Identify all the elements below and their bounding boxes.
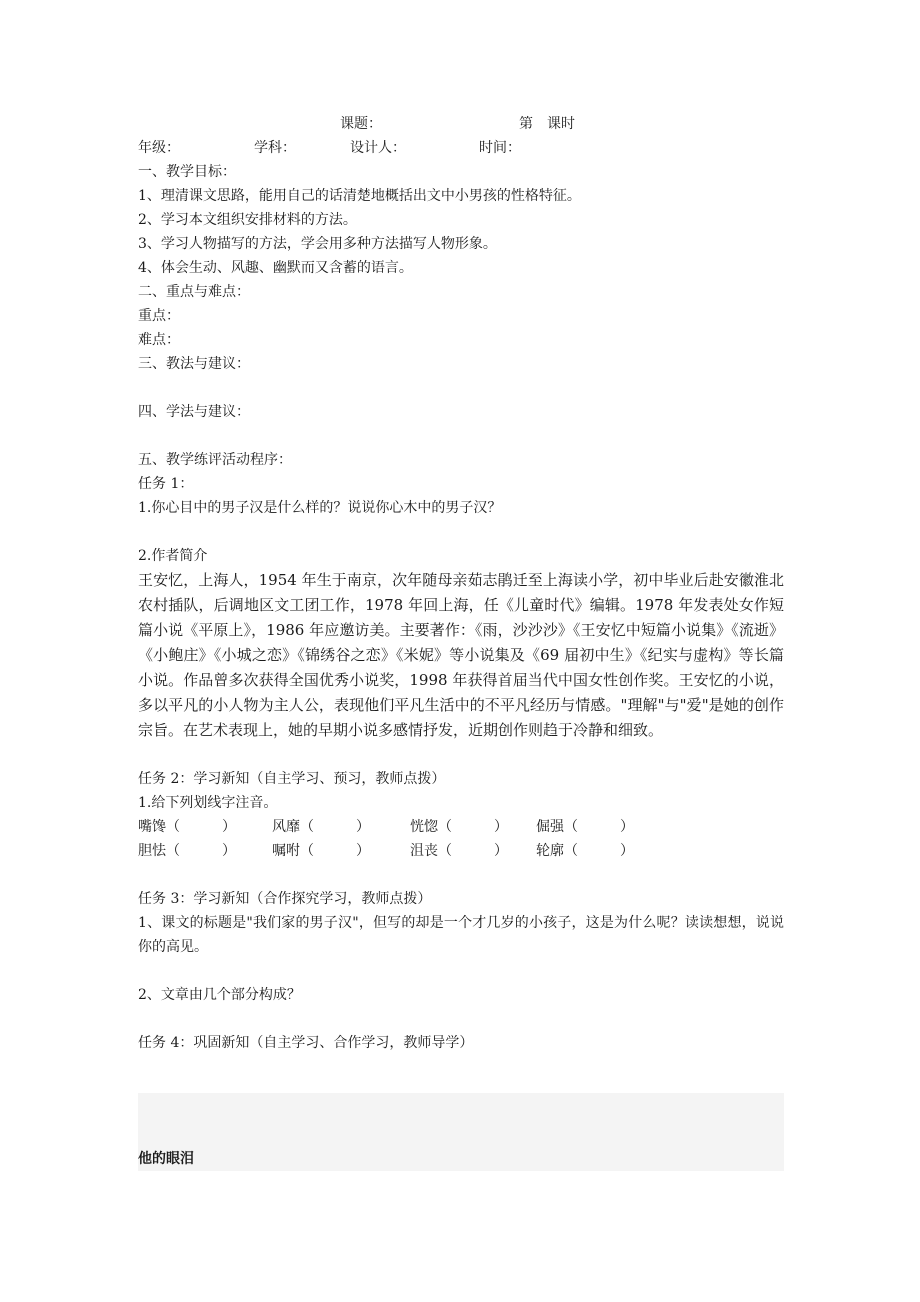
- header-row-1: [138, 112, 784, 136]
- task4-label: 任务 4：巩固新知（自主学习、合作学习，教师导学）: [138, 1035, 474, 1051]
- difficulty-label: 难点：: [138, 332, 180, 348]
- task3-question-1: 1、课文的标题是"我们家的男子汉"，但写的却是一个才几岁的小孩子，这是为什么呢？读读想想，说说你的高见。: [138, 915, 784, 955]
- pinyin-row-2: [138, 839, 784, 863]
- goal-item: 4、体会生动、风趣、幽默而又含蓄的语言。: [138, 260, 413, 276]
- task3-question-2: 2、文章由几个部分构成？: [138, 987, 301, 1003]
- subject-label: 学科：: [254, 140, 296, 156]
- reading-title: 他的眼泪: [138, 1151, 194, 1167]
- pinyin-row-1: [138, 815, 784, 839]
- task2-label: 任务 2：学习新知（自主学习、预习，教师点拨）: [138, 771, 446, 787]
- pinyin-item: 倔强（ ）: [536, 819, 634, 835]
- pinyin-item: 恍惚（ ）: [410, 819, 508, 835]
- header-row-2: [138, 136, 784, 160]
- task1-question-2: 2.作者简介: [138, 548, 208, 564]
- time-label: 时间：: [479, 140, 521, 156]
- author-bio: 王安忆，上海人，1954 年生于南京，次年随母亲茹志鹃迁至上海读小学，初中毕业后赴安徽淮北农村插队，后调地区文工团工作，1978 年回上海，任《儿童时代》编辑。1978 年发表处女作短篇小说《平原上》，1986 年应邀访美。主要著作：《雨，沙沙沙》《王安忆中短篇小说集》《流逝》《小鲍庄》《小城之恋》《锦绣谷之恋》《米妮》等小说集及《69 届初中生》《纪实与虚构》等长篇小说。作品曾多次获得全国优秀小说奖，1998 年获得首届当代中国女性创作奖。王安忆的小说，多以平凡的小人物为主人公，表现他们平凡生活中的不平凡经历与情感。"理解"与"爱"是她的创作宗旨。在艺术表现上，她的早期小说多感情抒发，近期创作则趋于冷静和细致。: [138, 571, 784, 739]
- goals-heading: 一、教学目标：: [138, 164, 236, 180]
- goal-item: 3、学习人物描写的方法，学会用多种方法描写人物形象。: [138, 236, 497, 252]
- goal-item: 1、理清课文思路，能用自己的话清楚地概括出文中小男孩的性格特征。: [138, 188, 581, 204]
- topic-label: 课题：: [340, 116, 382, 132]
- grade-label: 年级：: [138, 140, 180, 156]
- pinyin-item: 胆怯（ ）: [138, 843, 236, 859]
- task1-question-1: 1.你心目中的男子汉是什么样的？说说你心木中的男子汉？: [138, 500, 502, 516]
- task1-label: 任务 1：: [138, 476, 194, 492]
- lesson-plan-page: [138, 112, 784, 1055]
- learning-method-heading: 四、学法与建议：: [138, 404, 250, 420]
- period-label: 第 课时: [519, 116, 575, 132]
- reading-section: [138, 1093, 784, 1171]
- key-point-label: 重点：: [138, 308, 180, 324]
- pinyin-item: 嘱咐（ ）: [272, 843, 370, 859]
- task3-label: 任务 3：学习新知（合作探究学习，教师点拨）: [138, 891, 432, 907]
- pinyin-item: 轮廓（ ）: [536, 843, 634, 859]
- key-points-heading: 二、重点与难点：: [138, 284, 250, 300]
- designer-label: 设计人：: [350, 140, 406, 156]
- teaching-method-heading: 三、教法与建议：: [138, 356, 250, 372]
- procedure-heading: 五、教学练评活动程序：: [138, 452, 292, 468]
- pinyin-item: 嘴馋（ ）: [138, 819, 236, 835]
- pinyin-item: 沮丧（ ）: [410, 843, 508, 859]
- goal-item: 2、学习本文组织安排材料的方法。: [138, 212, 357, 228]
- task2-instruction: 1.给下列划线字注音。: [138, 795, 278, 811]
- pinyin-item: 风靡（ ）: [272, 819, 370, 835]
